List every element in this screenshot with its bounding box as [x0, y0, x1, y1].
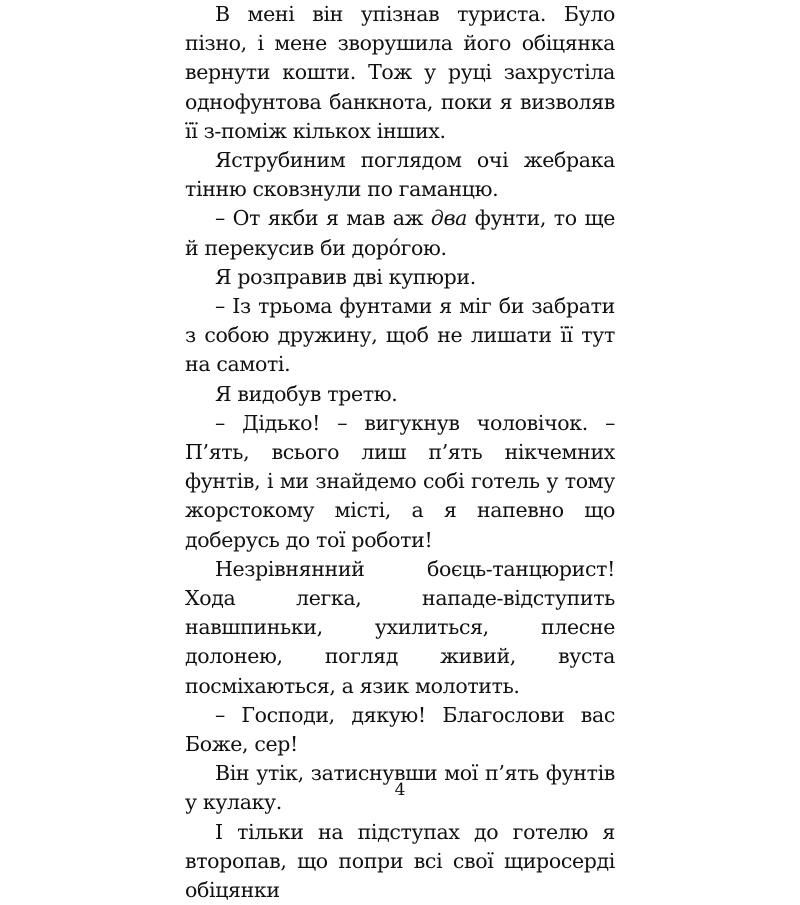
book-page — [185, 0, 615, 903]
paragraph — [185, 292, 615, 380]
text-run: – Господи, дякую! Благослови вас Боже, сер! — [185, 702, 615, 757]
paragraph — [185, 818, 615, 905]
text-run: – Із трьома фунтами я міг би забрати з собою дружину, щоб не лишати її тут на самоті. — [185, 294, 615, 377]
page-number: 4 — [394, 780, 406, 800]
text-run: Я розправив дві купюри. — [215, 264, 476, 289]
text-run: Він утік, затиснувши мої п’ять фунтів у кулаку. — [185, 761, 615, 815]
text-run: І тільки на підступах до готелю я второпав, що попри всі свої щиросерді обіцянки — [185, 819, 615, 903]
text-run: В мені він упізнав туриста. Було пізно, і мене зворушила його обіцянка вернути кошти. Тож у руці захрустіла однофунтова банкнота, поки я визволяв її з-поміж кількох інших. — [185, 2, 615, 143]
paragraph — [185, 263, 615, 292]
paragraph — [185, 146, 615, 204]
paragraph — [185, 0, 615, 146]
text-run: Незрівнянний боєць-танцюрист! Хода легка, нападе-відступить навшпиньки, ухилиться, плесне долонею, погляд живий, вуста посміхаються, а язик молотить. — [185, 556, 615, 698]
paragraph — [185, 555, 615, 701]
text-run: – Дідько! – вигукнув чоловічок. – П’ять, всього лиш п’ять нікчемних фунтів, і ми знайдемо собі готель у тому жорстокому місті, а я напевно що доберусь до тої роботи! — [185, 410, 615, 552]
text-run: Яструбиним поглядом очі жебрака тінню сковзнули по гаманцю. — [185, 148, 615, 202]
paragraph — [185, 409, 615, 555]
paragraph — [185, 204, 615, 262]
text-run: – От якби я мав аж — [215, 206, 431, 231]
text-run: фунти, то ще й перекусив би дорóгою. — [185, 206, 615, 260]
text-run: Я видобув третю. — [215, 381, 398, 406]
body-text — [185, 0, 615, 905]
italic-text: два — [430, 206, 468, 231]
paragraph — [185, 701, 615, 759]
paragraph — [185, 380, 615, 409]
